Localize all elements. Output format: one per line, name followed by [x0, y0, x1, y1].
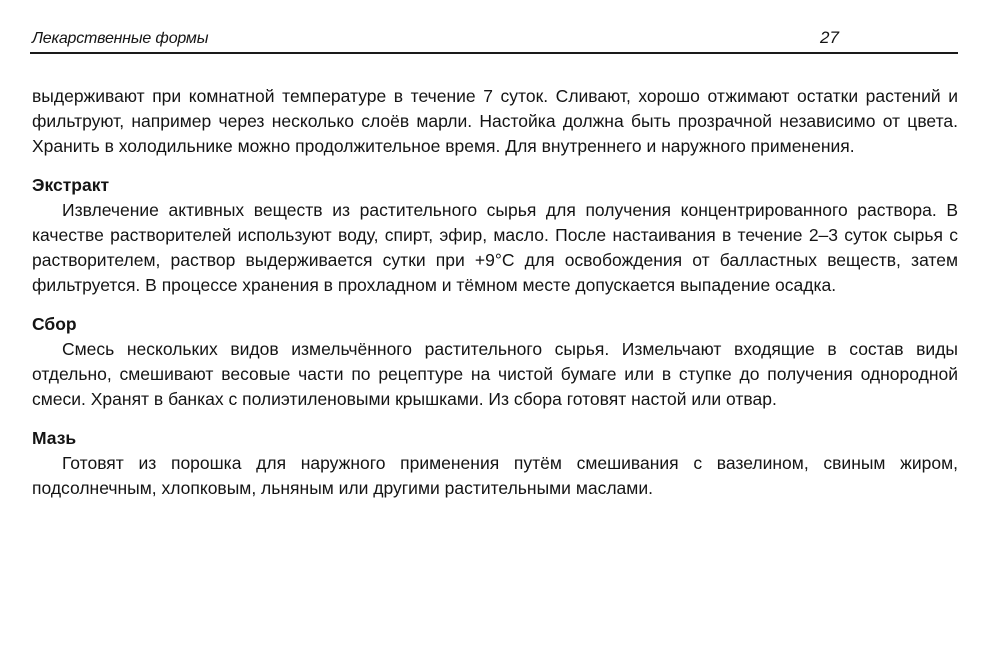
section-heading-ointment: Мазь: [32, 428, 77, 448]
running-header: [30, 26, 958, 54]
section-heading-collection: Сбор: [32, 314, 77, 334]
section-text-collection: Смесь нескольких видов измельчённого растительного сырья. Измельчают входящие в состав виды отдельно, смешивают весовые части по рецептуре на чистой бумаге или в ступке до получения однородной смеси. Хранят в банках с полиэтиленовыми крышками. Из сбора готовят настой или отвар.: [32, 339, 958, 409]
running-title: Лекарственные формы: [32, 30, 209, 47]
intro-paragraph: выдерживают при комнатной температуре в течение 7 суток. Сливают, хорошо отжимают остатки растений и фильтруют, например через несколько слоёв марли. Настойка должна быть прозрачной независимо от цвета. Хранить в холодильнике можно продолжительное время. Для внутреннего и наружного применения.: [32, 86, 958, 156]
section-text-ointment: Готовят из порошка для наружного применения путём смешивания с вазелином, свиным жиром, подсолнечным, хлопковым, льняным или другими растительными маслами.: [32, 453, 958, 498]
section-heading-extract: Экстракт: [32, 175, 110, 195]
page-content: [32, 84, 958, 501]
page-number: 27: [820, 28, 839, 47]
section-text-extract: Извлечение активных веществ из растительного сырья для получения концентрированного раствора. В качестве растворителей используют воду, спирт, эфир, масло. После настаивания в течение 2–3 суток сырья с растворителем, раствор выдерживается сутки при +9°С для освобождения от балластных веществ, затем фильтруется. В процессе хранения в прохладном и тёмном месте допускается выпадение осадка.: [32, 200, 958, 295]
